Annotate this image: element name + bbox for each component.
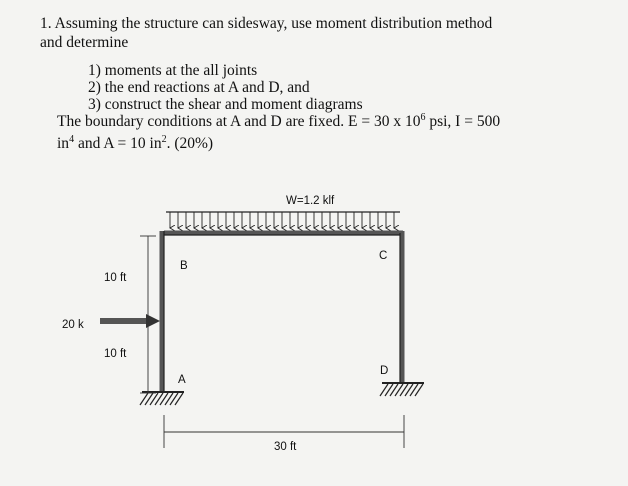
task-item-2: 2) the end reactions at A and D, and	[88, 79, 310, 96]
problem-line-1: 1. Assuming the structure can sidesway, use moment distribution method	[40, 15, 493, 32]
bc2-text-a: in	[57, 135, 70, 152]
force-label: 20 k	[62, 319, 84, 331]
distributed-load	[166, 212, 400, 228]
fixed-support-a	[140, 392, 184, 405]
node-label-d: D	[380, 365, 389, 377]
node-label-c: C	[379, 250, 388, 262]
bc-exponent-6: 6	[420, 111, 426, 123]
bc2-text-b: and A = 10 in	[74, 135, 162, 152]
bc2-exponent-2: 2	[161, 133, 167, 145]
span-label: 30 ft	[274, 441, 297, 453]
vertical-dimension	[140, 236, 156, 393]
force-arrow	[100, 314, 160, 328]
bc2-text-c: . (20%)	[166, 135, 214, 152]
task-item-1: 1) moments at the all joints	[88, 62, 258, 79]
node-label-b: B	[180, 260, 188, 272]
problem-line-2: and determine	[40, 34, 129, 51]
task-item-3: 3) construct the shear and moment diagrams	[88, 96, 363, 113]
dimension-label-upper: 10 ft	[104, 272, 127, 284]
load-label: W=1.2 klf	[286, 195, 335, 207]
bc-text-a: The boundary conditions at A and D are fixed. E = 30 x 10	[57, 113, 421, 130]
fixed-support-d	[380, 383, 424, 396]
bc2-exponent-4: 4	[69, 133, 75, 145]
node-label-a: A	[178, 374, 186, 386]
bc-text-b: psi, I = 500	[425, 113, 501, 130]
dimension-label-lower: 10 ft	[104, 348, 127, 360]
